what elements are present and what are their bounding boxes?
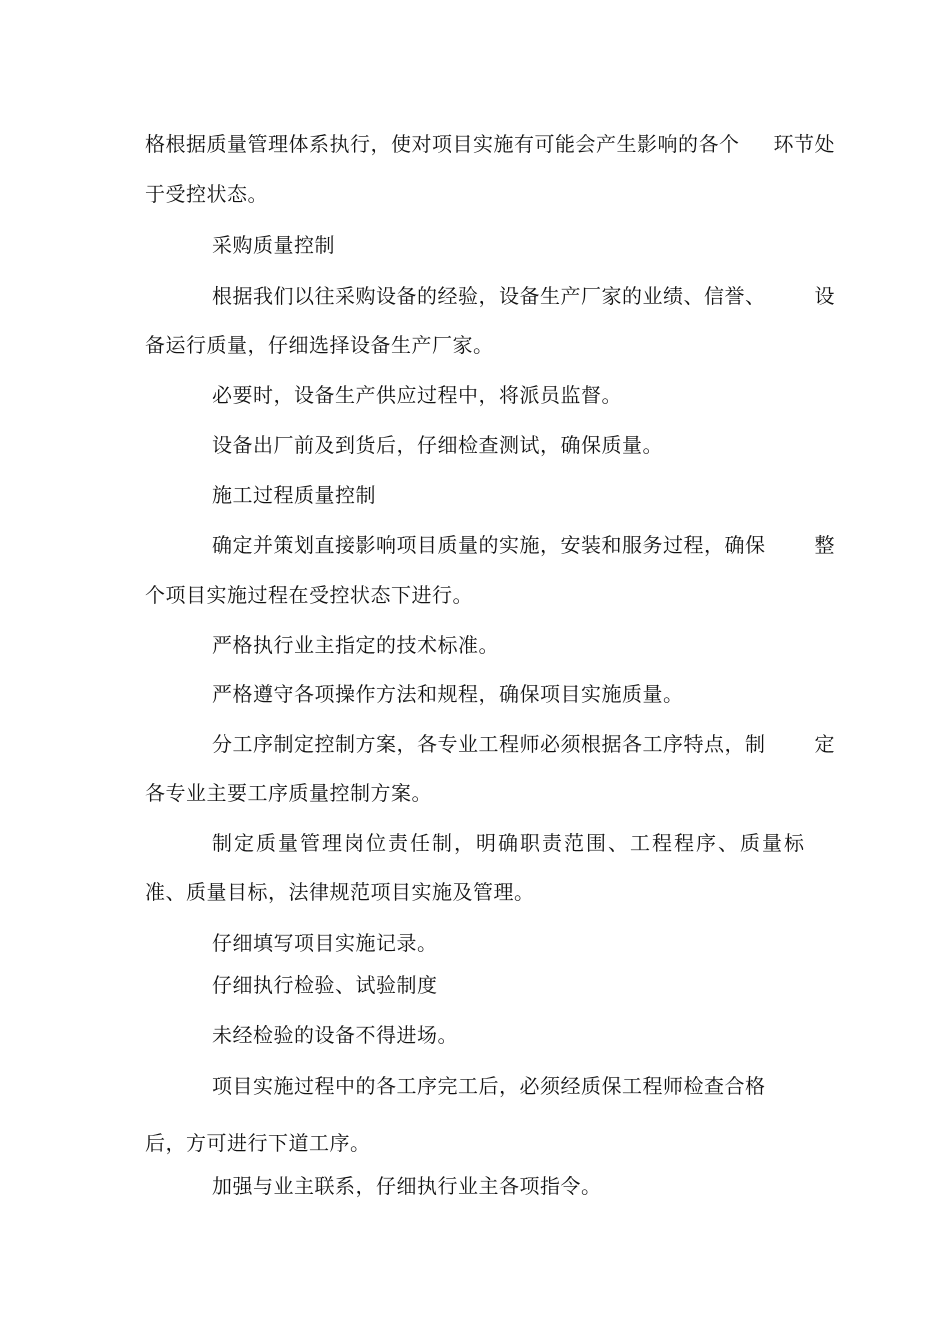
body-text-line <box>212 284 835 308</box>
line-text: 仔细填写项目实施记录。 <box>212 931 438 955</box>
line-text: 必要时，设备生产供应过程中，将派员监督。 <box>212 383 622 407</box>
line-text-tail: 设 <box>814 284 835 308</box>
line-text: 备运行质量，仔细选择设备生产厂家。 <box>145 333 494 357</box>
body-text-line <box>212 682 684 706</box>
section-heading <box>212 483 376 507</box>
body-text-line <box>212 931 438 955</box>
line-text: 未经检验的设备不得进场。 <box>212 1023 458 1047</box>
body-text-line <box>145 583 473 607</box>
heading-text: 施工过程质量控制 <box>212 483 376 507</box>
line-text: 准、质量目标，法律规范项目实施及管理。 <box>145 880 535 904</box>
body-text-line <box>212 1174 602 1198</box>
line-text: 制定质量管理岗位责任制，明确职责范围、工程程序、质量标 <box>212 831 806 855</box>
line-text: 分工序制定控制方案，各专业工程师必须根据各工序特点，制 <box>212 732 766 756</box>
heading-text: 采购质量控制 <box>212 233 335 257</box>
line-text: 根据我们以往采购设备的经验，设备生产厂家的业绩、信誉、 <box>212 284 766 308</box>
line-text: 于受控状态。 <box>145 182 268 206</box>
line-text: 各专业主要工序质量控制方案。 <box>145 781 432 805</box>
body-text-line <box>212 732 835 756</box>
body-text-line <box>212 633 499 657</box>
line-text: 严格遵守各项操作方法和规程，确保项目实施质量。 <box>212 682 684 706</box>
line-text: 设备出厂前及到货后，仔细检查测试，确保质量。 <box>212 433 663 457</box>
body-text-line <box>145 1131 371 1155</box>
section-heading <box>212 233 335 257</box>
line-text: 个项目实施过程在受控状态下进行。 <box>145 583 473 607</box>
line-text: 确定并策划直接影响项目质量的实施，安装和服务过程，确保 <box>212 533 766 557</box>
body-text-line <box>212 533 835 557</box>
body-text-line <box>212 1023 458 1047</box>
body-text-line <box>212 1074 766 1098</box>
line-text: 格根据质量管理体系执行，使对项目实施有可能会产生影响的各个 <box>145 132 740 156</box>
line-text: 项目实施过程中的各工序完工后，必须经质保工程师检查合格 <box>212 1074 766 1098</box>
line-text: 加强与业主联系，仔细执行业主各项指令。 <box>212 1174 602 1198</box>
body-text-line <box>212 383 622 407</box>
line-text-tail: 整 <box>814 533 835 557</box>
body-text-line <box>145 880 535 904</box>
line-text: 后，方可进行下道工序。 <box>145 1131 371 1155</box>
line-text: 严格执行业主指定的技术标准。 <box>212 633 499 657</box>
body-text-line <box>145 781 432 805</box>
body-text-line <box>212 433 663 457</box>
body-text-line <box>212 831 835 855</box>
section-heading <box>212 973 438 997</box>
line-text-tail: 环节处 <box>773 132 835 156</box>
body-text-line <box>145 132 835 156</box>
body-text-line <box>145 182 268 206</box>
heading-text: 仔细执行检验、试验制度 <box>212 973 438 997</box>
body-text-line <box>145 333 494 357</box>
line-text-tail: 定 <box>814 732 835 756</box>
